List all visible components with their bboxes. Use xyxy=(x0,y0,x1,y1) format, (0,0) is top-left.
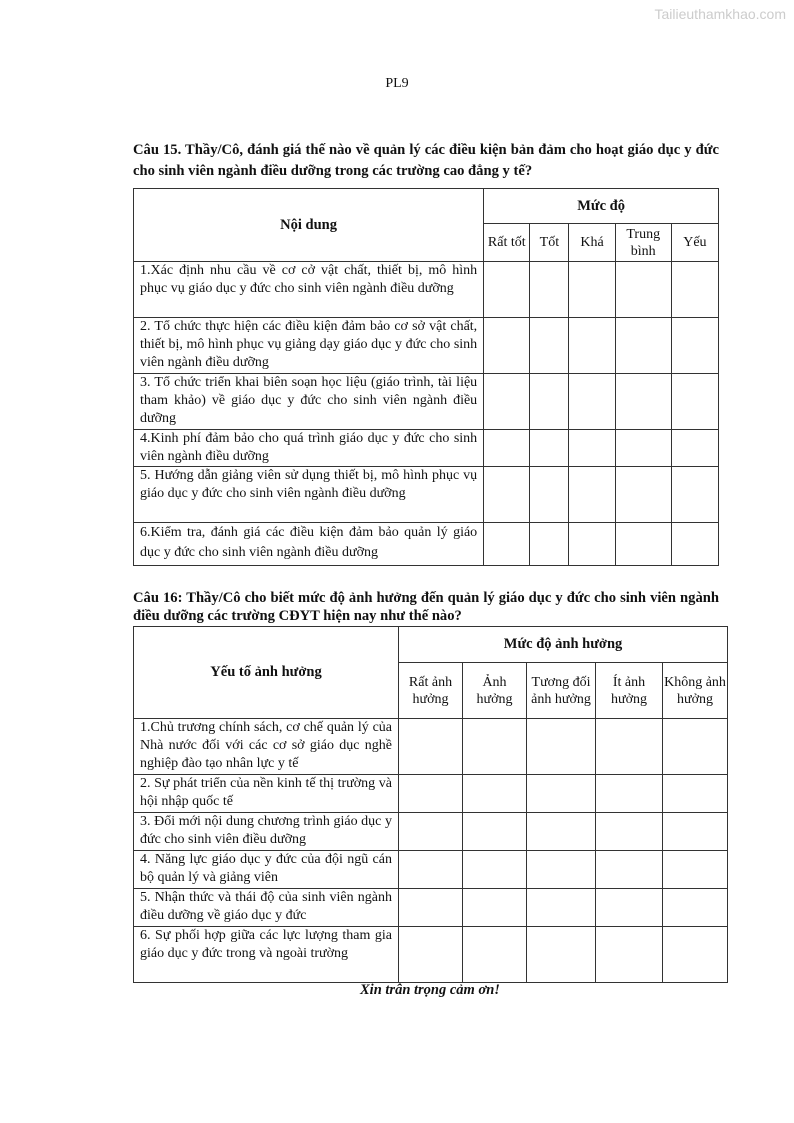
row-content: 5. Hướng dẫn giảng viên sử dụng thiết bị, mô hình phục vụ giáo dục y đức cho sinh viên ngành điều dưỡng xyxy=(134,467,484,523)
question-15-table xyxy=(133,188,719,566)
rating-cell[interactable] xyxy=(399,813,463,851)
table-row xyxy=(134,374,719,430)
rating-cell[interactable] xyxy=(484,318,530,374)
rating-cell[interactable] xyxy=(596,889,663,927)
rating-cell[interactable] xyxy=(530,523,569,566)
rating-cell[interactable] xyxy=(663,813,728,851)
rating-cell[interactable] xyxy=(569,318,615,374)
header-level-moderate-influence: Tương đối ảnh hưởng xyxy=(527,663,596,719)
rating-cell[interactable] xyxy=(671,430,718,467)
rating-cell[interactable] xyxy=(671,467,718,523)
row-content: 1.Chủ trương chính sách, cơ chế quản lý của Nhà nước đối với các cơ sở giáo dục nghề nghiệp đào tạo nhân lực y tế xyxy=(134,719,399,775)
header-level-strong-influence: Rất ảnh hưởng xyxy=(399,663,463,719)
rating-cell[interactable] xyxy=(671,262,718,318)
header-level-very-good: Rất tốt xyxy=(484,224,530,262)
rating-cell[interactable] xyxy=(463,889,527,927)
header-factor: Yếu tố ảnh hưởng xyxy=(134,627,399,719)
rating-cell[interactable] xyxy=(671,374,718,430)
rating-cell[interactable] xyxy=(615,430,671,467)
rating-cell[interactable] xyxy=(596,851,663,889)
row-content: 4.Kinh phí đảm bảo cho quá trình giáo dục y đức cho sinh viên ngành điều dưỡng xyxy=(134,430,484,467)
question-16-table xyxy=(133,626,728,983)
row-content: 1.Xác định nhu cầu về cơ cở vật chất, thiết bị, mô hình phục vụ giáo dục y đức cho sinh viên ngành điều dưỡng xyxy=(134,262,484,318)
rating-cell[interactable] xyxy=(663,719,728,775)
table-row xyxy=(134,851,728,889)
header-content: Nội dung xyxy=(134,189,484,262)
rating-cell[interactable] xyxy=(399,775,463,813)
rating-cell[interactable] xyxy=(484,467,530,523)
row-content: 3. Đổi mới nội dung chương trình giáo dục y đức cho sinh viên điều dưỡng xyxy=(134,813,399,851)
table-row xyxy=(134,813,728,851)
table-row xyxy=(134,467,719,523)
row-content: 6.Kiểm tra, đánh giá các điều kiện đảm bảo quản lý giáo dục y đức cho sinh viên ngành điều dưỡng xyxy=(134,523,484,566)
header-level-weak: Yếu xyxy=(671,224,718,262)
rating-cell[interactable] xyxy=(399,889,463,927)
header-level-fair: Khá xyxy=(569,224,615,262)
rating-cell[interactable] xyxy=(530,374,569,430)
rating-cell[interactable] xyxy=(596,719,663,775)
header-level-group: Mức độ xyxy=(484,189,719,224)
rating-cell[interactable] xyxy=(663,775,728,813)
rating-cell[interactable] xyxy=(569,262,615,318)
rating-cell[interactable] xyxy=(530,262,569,318)
rating-cell[interactable] xyxy=(663,927,728,983)
rating-cell[interactable] xyxy=(527,813,596,851)
rating-cell[interactable] xyxy=(527,851,596,889)
rating-cell[interactable] xyxy=(463,719,527,775)
row-content: 6. Sự phối hợp giữa các lực lượng tham gia giáo dục y đức trong và ngoài trường xyxy=(134,927,399,983)
rating-cell[interactable] xyxy=(527,775,596,813)
header-level-average: Trung bình xyxy=(615,224,671,262)
rating-cell[interactable] xyxy=(527,927,596,983)
rating-cell[interactable] xyxy=(671,523,718,566)
rating-cell[interactable] xyxy=(463,927,527,983)
rating-cell[interactable] xyxy=(615,523,671,566)
header-level-good: Tốt xyxy=(530,224,569,262)
table-row xyxy=(134,719,728,775)
rating-cell[interactable] xyxy=(569,374,615,430)
question-16-title: Câu 16: Thầy/Cô cho biết mức độ ảnh hưởng đến quản lý giáo dục y đức cho sinh viên ngành điều dưỡng các trường CĐYT hiện nay như thế nào? xyxy=(133,590,719,624)
rating-cell[interactable] xyxy=(596,813,663,851)
table-row xyxy=(134,262,719,318)
rating-cell[interactable] xyxy=(484,523,530,566)
table-row xyxy=(134,927,728,983)
header-level-influence: Ảnh hưởng xyxy=(463,663,527,719)
header-level-no-influence: Không ảnh hưởng xyxy=(663,663,728,719)
header-influence-group: Mức độ ảnh hưởng xyxy=(399,627,728,663)
rating-cell[interactable] xyxy=(484,262,530,318)
table-row xyxy=(134,775,728,813)
rating-cell[interactable] xyxy=(484,430,530,467)
table-row xyxy=(134,889,728,927)
rating-cell[interactable] xyxy=(615,374,671,430)
row-content: 3. Tổ chức triển khai biên soạn học liệu (giáo trình, tài liệu tham khảo) về giáo dục y đức cho sinh viên ngành điều dưỡng xyxy=(134,374,484,430)
row-content: 5. Nhận thức và thái độ của sinh viên ngành điều dưỡng về giáo dục y đức xyxy=(134,889,399,927)
watermark: Tailieuthamkhao.com xyxy=(654,6,786,22)
rating-cell[interactable] xyxy=(663,851,728,889)
row-content: 4. Năng lực giáo dục y đức của đội ngũ cán bộ quản lý và giảng viên xyxy=(134,851,399,889)
rating-cell[interactable] xyxy=(399,927,463,983)
rating-cell[interactable] xyxy=(463,775,527,813)
rating-cell[interactable] xyxy=(399,851,463,889)
rating-cell[interactable] xyxy=(530,430,569,467)
rating-cell[interactable] xyxy=(671,318,718,374)
rating-cell[interactable] xyxy=(463,813,527,851)
rating-cell[interactable] xyxy=(530,467,569,523)
rating-cell[interactable] xyxy=(463,851,527,889)
header-level-little-influence: Ít ảnh hưởng xyxy=(596,663,663,719)
rating-cell[interactable] xyxy=(569,467,615,523)
rating-cell[interactable] xyxy=(569,523,615,566)
question-15-title: Câu 15. Thầy/Cô, đánh giá thế nào về quản lý các điều kiện bản đảm cho hoạt giáo dục y đức cho sinh viên ngành điều dưỡng trong các trường cao đẳng y tế? xyxy=(133,142,719,179)
rating-cell[interactable] xyxy=(615,318,671,374)
rating-cell[interactable] xyxy=(663,889,728,927)
rating-cell[interactable] xyxy=(527,889,596,927)
closing-thanks: Xin trân trọng cảm ơn! xyxy=(360,982,500,998)
rating-cell[interactable] xyxy=(484,374,530,430)
rating-cell[interactable] xyxy=(569,430,615,467)
rating-cell[interactable] xyxy=(615,467,671,523)
table-row xyxy=(134,318,719,374)
rating-cell[interactable] xyxy=(399,719,463,775)
row-content: 2. Tổ chức thực hiện các điều kiện đảm bảo cơ sở vật chất, thiết bị, mô hình phục vụ giảng dạy giáo dục y đức cho sinh viên ngành điều dưỡng xyxy=(134,318,484,374)
rating-cell[interactable] xyxy=(527,719,596,775)
rating-cell[interactable] xyxy=(596,927,663,983)
row-content: 2. Sự phát triển của nền kinh tế thị trường và hội nhập quốc tế xyxy=(134,775,399,813)
page-number: PL9 xyxy=(385,76,409,91)
rating-cell[interactable] xyxy=(530,318,569,374)
table-row xyxy=(134,430,719,467)
rating-cell[interactable] xyxy=(596,775,663,813)
rating-cell[interactable] xyxy=(615,262,671,318)
table-row xyxy=(134,523,719,566)
